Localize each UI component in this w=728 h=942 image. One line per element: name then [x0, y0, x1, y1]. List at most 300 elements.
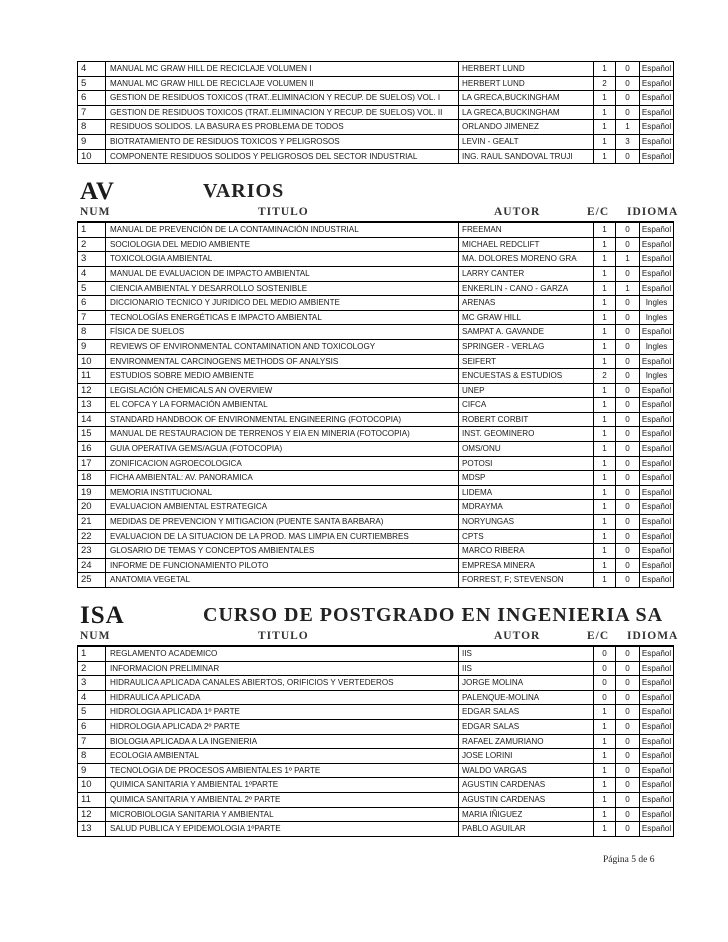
table-row: [78, 412, 674, 427]
row-number: 13: [78, 822, 106, 837]
count-c: 0: [616, 369, 640, 384]
header-num: NUM: [80, 630, 111, 642]
book-title: FICHA AMBIENTAL: AV. PANORAMICA: [106, 471, 459, 486]
book-language: Español: [640, 223, 674, 238]
count-e: 1: [594, 719, 616, 734]
book-author: MICHAEL REDCLIFT: [459, 237, 594, 252]
book-language: Español: [640, 515, 674, 530]
table-row: [78, 544, 674, 559]
book-language: Español: [640, 62, 674, 77]
row-number: 17: [78, 456, 106, 471]
book-language: Español: [640, 471, 674, 486]
count-c: 0: [616, 661, 640, 676]
header-idioma: IDIOMA: [627, 630, 679, 642]
count-c: 0: [616, 719, 640, 734]
isa-table: [77, 646, 674, 837]
book-author: SPRINGER - VERLAG: [459, 339, 594, 354]
count-c: 0: [616, 149, 640, 164]
count-e: 1: [594, 792, 616, 807]
count-e: 1: [594, 398, 616, 413]
table-row: [78, 120, 674, 135]
book-language: Español: [640, 91, 674, 106]
header-autor: AUTOR: [494, 630, 541, 642]
row-number: 6: [78, 719, 106, 734]
row-number: 18: [78, 471, 106, 486]
table-row: [78, 237, 674, 252]
row-number: 7: [78, 105, 106, 120]
count-e: 1: [594, 807, 616, 822]
book-language: Español: [640, 690, 674, 705]
table-row: [78, 383, 674, 398]
row-number: 5: [78, 76, 106, 91]
row-number: 5: [78, 281, 106, 296]
table-row: [78, 515, 674, 530]
book-title: EVALUACION DE LA SITUACION DE LA PROD. MAS LIMPIA EN CURTIEMBRES: [106, 529, 459, 544]
count-c: 0: [616, 647, 640, 662]
table-row: [78, 647, 674, 662]
table-row: [78, 105, 674, 120]
column-headers: [77, 204, 679, 222]
book-language: Español: [640, 266, 674, 281]
table-row: [78, 500, 674, 515]
book-author: UNEP: [459, 383, 594, 398]
book-author: AGUSTIN CARDENAS: [459, 778, 594, 793]
book-author: SAMPAT A. GAVANDE: [459, 325, 594, 340]
section-code: AV: [80, 178, 115, 206]
count-c: 0: [616, 310, 640, 325]
count-c: 0: [616, 544, 640, 559]
row-number: 10: [78, 149, 106, 164]
table-row: [78, 310, 674, 325]
count-c: 0: [616, 749, 640, 764]
book-author: ENCUESTAS & ESTUDIOS: [459, 369, 594, 384]
book-author: CPTS: [459, 529, 594, 544]
book-author: CIFCA: [459, 398, 594, 413]
table-row: [78, 734, 674, 749]
book-author: RAFAEL ZAMURIANO: [459, 734, 594, 749]
book-language: Ingles: [640, 310, 674, 325]
header-ec: E/C: [587, 630, 610, 642]
book-language: Español: [640, 544, 674, 559]
book-author: PALENQUE-MOLINA: [459, 690, 594, 705]
row-number: 2: [78, 661, 106, 676]
table-row: [78, 529, 674, 544]
table-row: [78, 398, 674, 413]
section-name: CURSO DE POSTGRADO EN INGENIERIA SA: [203, 604, 664, 626]
row-number: 9: [78, 339, 106, 354]
book-title: GLOSARIO DE TEMAS Y CONCEPTOS AMBIENTALES: [106, 544, 459, 559]
book-author: HERBERT LUND: [459, 62, 594, 77]
book-author: EMPRESA MINERA: [459, 558, 594, 573]
count-c: 0: [616, 383, 640, 398]
table-row: [78, 705, 674, 720]
book-title: REGLAMENTO ACADEMICO: [106, 647, 459, 662]
book-title: MEDIDAS DE PREVENCION Y MITIGACION (PUENTE SANTA BARBARA): [106, 515, 459, 530]
row-number: 6: [78, 296, 106, 311]
table-row: [78, 485, 674, 500]
count-e: 1: [594, 266, 616, 281]
book-title: BIOTRATAMIENTO DE RESIDUOS TOXICOS Y PELIGROSOS: [106, 134, 459, 149]
book-title: MANUAL DE PREVENCIÓN DE LA CONTAMINACIÓN INDUSTRIAL: [106, 223, 459, 238]
book-language: Español: [640, 456, 674, 471]
table-row: [78, 339, 674, 354]
book-author: LIDEMA: [459, 485, 594, 500]
table-row: [78, 369, 674, 384]
book-author: LA GRECA,BUCKINGHAM: [459, 91, 594, 106]
table-row: [78, 661, 674, 676]
book-author: WALDO VARGAS: [459, 763, 594, 778]
count-c: 0: [616, 266, 640, 281]
count-e: 2: [594, 76, 616, 91]
table-row: [78, 325, 674, 340]
row-number: 12: [78, 807, 106, 822]
book-author: MDRAYMA: [459, 500, 594, 515]
book-language: Español: [640, 412, 674, 427]
book-title: MICROBIOLOGIA SANITARIA Y AMBIENTAL: [106, 807, 459, 822]
count-c: 0: [616, 442, 640, 457]
row-number: 24: [78, 558, 106, 573]
header-autor: AUTOR: [494, 206, 541, 219]
table-row: [78, 749, 674, 764]
table-row: [78, 281, 674, 296]
table-row: [78, 223, 674, 238]
count-e: 0: [594, 690, 616, 705]
table-row: [78, 690, 674, 705]
table-row: [78, 76, 674, 91]
book-title: HIDROLOGIA APLICADA 2º PARTE: [106, 719, 459, 734]
count-c: 0: [616, 763, 640, 778]
row-number: 19: [78, 485, 106, 500]
count-e: 1: [594, 529, 616, 544]
book-author: POTOSI: [459, 456, 594, 471]
page: [77, 61, 679, 837]
row-number: 9: [78, 134, 106, 149]
count-e: 1: [594, 310, 616, 325]
book-title: EVALUACION AMBIENTAL ESTRATEGICA: [106, 500, 459, 515]
row-number: 20: [78, 500, 106, 515]
row-number: 7: [78, 734, 106, 749]
book-language: Ingles: [640, 369, 674, 384]
book-language: Español: [640, 325, 674, 340]
book-language: Español: [640, 807, 674, 822]
book-title: BIOLOGIA APLICADA A LA INGENIERIA: [106, 734, 459, 749]
count-e: 1: [594, 339, 616, 354]
count-c: 0: [616, 427, 640, 442]
count-c: 0: [616, 705, 640, 720]
book-title: ESTUDIOS SOBRE MEDIO AMBIENTE: [106, 369, 459, 384]
table-row: [78, 792, 674, 807]
table-row: [78, 91, 674, 106]
row-number: 7: [78, 310, 106, 325]
book-author: EDGAR SALAS: [459, 705, 594, 720]
book-title: EL COFCA Y LA FORMACIÓN AMBIENTAL: [106, 398, 459, 413]
table-row: [78, 573, 674, 588]
count-e: 1: [594, 223, 616, 238]
table-row: [78, 296, 674, 311]
top-table: [77, 61, 674, 164]
table-row: [78, 354, 674, 369]
row-number: 1: [78, 223, 106, 238]
book-title: FÍSICA DE SUELOS: [106, 325, 459, 340]
table-row: [78, 442, 674, 457]
count-c: 1: [616, 281, 640, 296]
count-e: 0: [594, 647, 616, 662]
book-author: MA. DOLORES MORENO GRA: [459, 252, 594, 267]
count-c: 0: [616, 456, 640, 471]
book-language: Español: [640, 427, 674, 442]
row-number: 13: [78, 398, 106, 413]
row-number: 23: [78, 544, 106, 559]
book-language: Ingles: [640, 296, 674, 311]
row-number: 25: [78, 573, 106, 588]
table-row: [78, 149, 674, 164]
row-number: 14: [78, 412, 106, 427]
row-number: 1: [78, 647, 106, 662]
book-author: ING. RAUL SANDOVAL TRUJI: [459, 149, 594, 164]
book-title: MEMORIA INSTITUCIONAL: [106, 485, 459, 500]
count-c: 0: [616, 573, 640, 588]
count-e: 0: [594, 676, 616, 691]
book-title: RESIDUOS SOLIDOS. LA BASURA ES PROBLEMA DE TODOS: [106, 120, 459, 135]
book-language: Español: [640, 734, 674, 749]
book-language: Español: [640, 558, 674, 573]
count-e: 1: [594, 778, 616, 793]
book-language: Español: [640, 778, 674, 793]
book-author: ARENAS: [459, 296, 594, 311]
table-row: [78, 62, 674, 77]
book-author: NORYUNGAS: [459, 515, 594, 530]
book-author: LA GRECA,BUCKINGHAM: [459, 105, 594, 120]
book-language: Español: [640, 822, 674, 837]
count-e: 1: [594, 91, 616, 106]
book-title: STANDARD HANDBOOK OF ENVIRONMENTAL ENGINEERING (FOTOCOPIA): [106, 412, 459, 427]
row-number: 2: [78, 237, 106, 252]
count-e: 1: [594, 573, 616, 588]
book-language: Español: [640, 149, 674, 164]
book-author: SEIFERT: [459, 354, 594, 369]
book-author: INST. GEOMINERO: [459, 427, 594, 442]
row-number: 10: [78, 778, 106, 793]
row-number: 9: [78, 763, 106, 778]
book-author: FREEMAN: [459, 223, 594, 238]
count-e: 1: [594, 149, 616, 164]
book-language: Español: [640, 763, 674, 778]
book-language: Español: [640, 705, 674, 720]
table-row: [78, 778, 674, 793]
book-language: Español: [640, 573, 674, 588]
page-number: Página 5 de 6: [603, 855, 655, 865]
book-author: IIS: [459, 647, 594, 662]
row-number: 3: [78, 252, 106, 267]
count-c: 1: [616, 120, 640, 135]
count-c: 3: [616, 134, 640, 149]
count-e: 1: [594, 296, 616, 311]
header-ec: E/C: [587, 206, 610, 219]
count-c: 0: [616, 412, 640, 427]
count-e: 1: [594, 471, 616, 486]
book-title: INFORMACION PRELIMINAR: [106, 661, 459, 676]
book-title: TECNOLOGÍAS ENERGÉTICAS E IMPACTO AMBIENTAL: [106, 310, 459, 325]
count-e: 1: [594, 412, 616, 427]
count-c: 0: [616, 296, 640, 311]
book-language: Español: [640, 105, 674, 120]
book-author: ORLANDO JIMENEZ: [459, 120, 594, 135]
book-title: DICCIONARIO TECNICO Y JURIDICO DEL MEDIO AMBIENTE: [106, 296, 459, 311]
book-title: GESTION DE RESIDUOS TOXICOS (TRAT..ELIMINACION Y RECUP. DE SUELOS) VOL. I: [106, 91, 459, 106]
count-e: 1: [594, 281, 616, 296]
count-c: 0: [616, 485, 640, 500]
section-av-heading: [77, 178, 674, 204]
book-language: Español: [640, 398, 674, 413]
count-c: 0: [616, 398, 640, 413]
book-language: Español: [640, 134, 674, 149]
book-author: ENKERLIN - CANO - GARZA: [459, 281, 594, 296]
book-author: FORREST, F; STEVENSON: [459, 573, 594, 588]
book-title: ZONIFICACION AGROECOLOGICA: [106, 456, 459, 471]
row-number: 10: [78, 354, 106, 369]
book-language: Español: [640, 354, 674, 369]
book-title: QUIMICA SANITARIA Y AMBIENTAL 2º PARTE: [106, 792, 459, 807]
count-e: 1: [594, 500, 616, 515]
book-language: Español: [640, 661, 674, 676]
count-e: 1: [594, 252, 616, 267]
count-c: 0: [616, 500, 640, 515]
table-row: [78, 266, 674, 281]
book-title: MANUAL DE EVALUACION DE IMPACTO AMBIENTAL: [106, 266, 459, 281]
count-e: 1: [594, 442, 616, 457]
book-title: LEGISLACIÓN CHEMICALS AN OVERVIEW: [106, 383, 459, 398]
count-e: 1: [594, 822, 616, 837]
count-e: 1: [594, 354, 616, 369]
count-e: 1: [594, 515, 616, 530]
book-title: MANUAL MC GRAW HILL DE RECICLAJE VOLUMEN I: [106, 62, 459, 77]
count-e: 1: [594, 427, 616, 442]
book-language: Español: [640, 529, 674, 544]
book-language: Español: [640, 383, 674, 398]
table-row: [78, 252, 674, 267]
count-e: 1: [594, 383, 616, 398]
book-title: REVIEWS OF ENVIRONMENTAL CONTAMINATION AND TOXICOLOGY: [106, 339, 459, 354]
book-author: MC GRAW HILL: [459, 310, 594, 325]
book-author: AGUSTIN CARDENAS: [459, 792, 594, 807]
count-e: 1: [594, 558, 616, 573]
column-headers: [77, 628, 679, 646]
book-title: ENVIRONMENTAL CARCINOGENS METHODS OF ANALYSIS: [106, 354, 459, 369]
book-title: CIENCIA AMBIENTAL Y DESARROLLO SOSTENIBLE: [106, 281, 459, 296]
book-title: QUIMICA SANITARIA Y AMBIENTAL 1ºPARTE: [106, 778, 459, 793]
count-e: 1: [594, 134, 616, 149]
book-title: ECOLOGIA AMBIENTAL: [106, 749, 459, 764]
count-e: 1: [594, 456, 616, 471]
count-c: 0: [616, 676, 640, 691]
row-number: 16: [78, 442, 106, 457]
book-title: HIDRAULICA APLICADA CANALES ABIERTOS, ORIFICIOS Y VERTEDEROS: [106, 676, 459, 691]
book-author: OMS/ONU: [459, 442, 594, 457]
count-c: 0: [616, 558, 640, 573]
book-author: HERBERT LUND: [459, 76, 594, 91]
row-number: 6: [78, 91, 106, 106]
row-number: 4: [78, 266, 106, 281]
count-c: 0: [616, 807, 640, 822]
count-e: 1: [594, 485, 616, 500]
book-language: Español: [640, 500, 674, 515]
book-title: COMPONENTE RESIDUOS SOLIDOS Y PELIGROSOS DEL SECTOR INDUSTRIAL: [106, 149, 459, 164]
count-e: 1: [594, 237, 616, 252]
book-author: IIS: [459, 661, 594, 676]
book-title: MANUAL DE RESTAURACION DE TERRENOS Y EIA EN MINERIA (FOTOCOPIA): [106, 427, 459, 442]
count-c: 0: [616, 76, 640, 91]
book-language: Ingles: [640, 339, 674, 354]
book-author: ROBERT CORBIT: [459, 412, 594, 427]
table-row: [78, 676, 674, 691]
row-number: 11: [78, 369, 106, 384]
book-title: ANATOMIA VEGETAL: [106, 573, 459, 588]
table-row: [78, 807, 674, 822]
book-language: Español: [640, 485, 674, 500]
header-titulo: TITULO: [258, 630, 309, 642]
book-language: Español: [640, 281, 674, 296]
row-number: 4: [78, 690, 106, 705]
book-language: Español: [640, 792, 674, 807]
book-title: INFORME DE FUNCIONAMIENTO PILOTO: [106, 558, 459, 573]
book-author: MARCO RIBERA: [459, 544, 594, 559]
book-language: Español: [640, 76, 674, 91]
book-author: LEVIN - GEALT: [459, 134, 594, 149]
section-isa-heading: [77, 602, 674, 628]
count-c: 1: [616, 252, 640, 267]
row-number: 5: [78, 705, 106, 720]
book-author: MDSP: [459, 471, 594, 486]
count-c: 0: [616, 734, 640, 749]
header-num: NUM: [80, 206, 111, 219]
book-title: SOCIOLOGIA DEL MEDIO AMBIENTE: [106, 237, 459, 252]
count-c: 0: [616, 62, 640, 77]
count-c: 0: [616, 529, 640, 544]
row-number: 4: [78, 62, 106, 77]
header-idioma: IDIOMA: [627, 206, 679, 219]
table-row: [78, 822, 674, 837]
count-c: 0: [616, 792, 640, 807]
book-language: Español: [640, 120, 674, 135]
count-c: 0: [616, 105, 640, 120]
count-c: 0: [616, 223, 640, 238]
table-row: [78, 471, 674, 486]
table-row: [78, 558, 674, 573]
book-author: EDGAR SALAS: [459, 719, 594, 734]
book-author: JOSE LORINI: [459, 749, 594, 764]
book-title: MANUAL MC GRAW HILL DE RECICLAJE VOLUMEN II: [106, 76, 459, 91]
book-title: TECNOLOGIA DE PROCESOS AMBIENTALES 1º PARTE: [106, 763, 459, 778]
book-title: GUIA OPERATIVA GEMS/AGUA (FOTOCOPIA): [106, 442, 459, 457]
count-e: 1: [594, 763, 616, 778]
book-title: GESTION DE RESIDUOS TOXICOS (TRAT..ELIMINACION Y RECUP. DE SUELOS) VOL. II: [106, 105, 459, 120]
section-code: ISA: [80, 602, 125, 629]
count-e: 1: [594, 749, 616, 764]
row-number: 22: [78, 529, 106, 544]
row-number: 8: [78, 120, 106, 135]
table-row: [78, 719, 674, 734]
row-number: 8: [78, 325, 106, 340]
count-e: 1: [594, 62, 616, 77]
row-number: 11: [78, 792, 106, 807]
count-e: 1: [594, 705, 616, 720]
count-c: 0: [616, 690, 640, 705]
count-c: 0: [616, 237, 640, 252]
count-e: 1: [594, 734, 616, 749]
av-table: [77, 222, 674, 588]
count-c: 0: [616, 471, 640, 486]
count-e: 1: [594, 120, 616, 135]
